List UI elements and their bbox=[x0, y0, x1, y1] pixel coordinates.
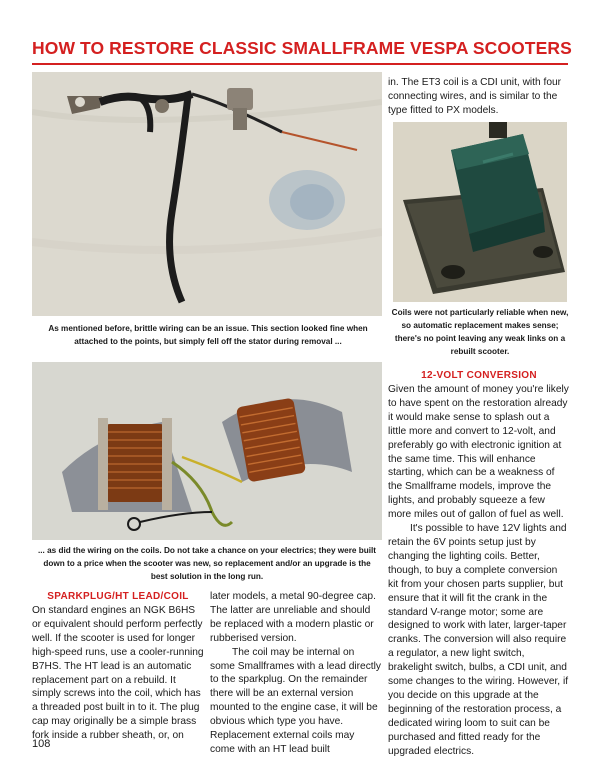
caption-wiring: As mentioned before, brittle wiring can be an issue. This section looked fine when attached to the points, but simply fell off the stator during removal ... bbox=[48, 324, 368, 346]
right-intro-paragraph: in. The ET3 coil is a CDI unit, with four connecting wires, and is similar to the type fitted to PX models. bbox=[388, 77, 562, 116]
conversion-paragraph-1: Given the amount of money you're likely to have spent on the restoration already it would make sense to splash out a little more and convert to 12-volt, and preferably go with electronic ignition at the same time. This will enhance starting, which can be a weakness of the Smallframe models, improve the lights, and probably squeeze a few more miles out of gallon of fuel as well. bbox=[388, 384, 569, 521]
middle-column bbox=[210, 590, 382, 757]
section-heading-sparkplug: SPARKPLUG/HT LEAD/COIL bbox=[47, 591, 189, 602]
section-heading-12-volt: 12-VOLT CONVERSION bbox=[421, 370, 537, 381]
sparkplug-paragraph-1: On standard engines an NGK B6HS or equivalent should perform perfectly well. If the scooter is used for longer high-speed runs, use a cooler-running B7HS. The HT lead is an automatic replacement part on a rebuild. It simply screws into the coil, which has a threaded post built in to it. The plug cap may originally be a simple brass fork inside a rubber sheath, or, on bbox=[32, 605, 204, 742]
left-column-sparkplug bbox=[32, 590, 204, 743]
conversion-paragraph-2: It's possible to have 12V lights and retain the 6V points setup just by changing the lighting coils. Better, though, to buy a complete conversion kit from your chosen parts supplier, but ensure that it will fit the crank in the standard V-range motor; some are designed to work with later, larger-taper cranks. The conversion will also require a regulator, a new light switch, brakelight switch, bulbs, a CDI unit, and some changes to the wiring. However, if you decide on this upgrade at the beginning of the restoration process, a dedicated wiring loom to suit can be purchased and fitted ready for the upgraded electrics. bbox=[388, 523, 569, 757]
caption-et3-coil: Coils were not particularly reliable when new, so automatic replacement makes sense; there's no point leaving any weak links on a rebuilt scooter. bbox=[391, 308, 569, 356]
page-number: 108 bbox=[32, 738, 51, 750]
title-rule bbox=[32, 63, 568, 65]
lighting-coils-photo bbox=[32, 362, 382, 540]
caption-lighting-coils: ... as did the wiring on the coils. Do not take a chance on your electrics; they were built down to a price when the scooter was new, so replacement and/or an upgrade is the best solution in the long run. bbox=[37, 546, 377, 581]
wiring-photo bbox=[32, 72, 382, 316]
right-column-conversion bbox=[388, 369, 570, 758]
et3-coil-photo bbox=[393, 122, 567, 302]
page-title: HOW TO RESTORE CLASSIC SMALLFRAME VESPA SCOOTERS bbox=[32, 38, 572, 58]
middle-paragraph-2: The coil may be internal on some Smallframes with a lead directly to the sparkplug. On the remainder there will be an external version mounted to the engine case, it will be obvious which type you have. Replacement external coils may come with an HT lead built bbox=[210, 646, 381, 755]
right-column-intro bbox=[388, 76, 570, 118]
middle-paragraph-1: later models, a metal 90-degree cap. The latter are unreliable and should be replaced with a modern plastic or rubberised version. bbox=[210, 591, 376, 644]
